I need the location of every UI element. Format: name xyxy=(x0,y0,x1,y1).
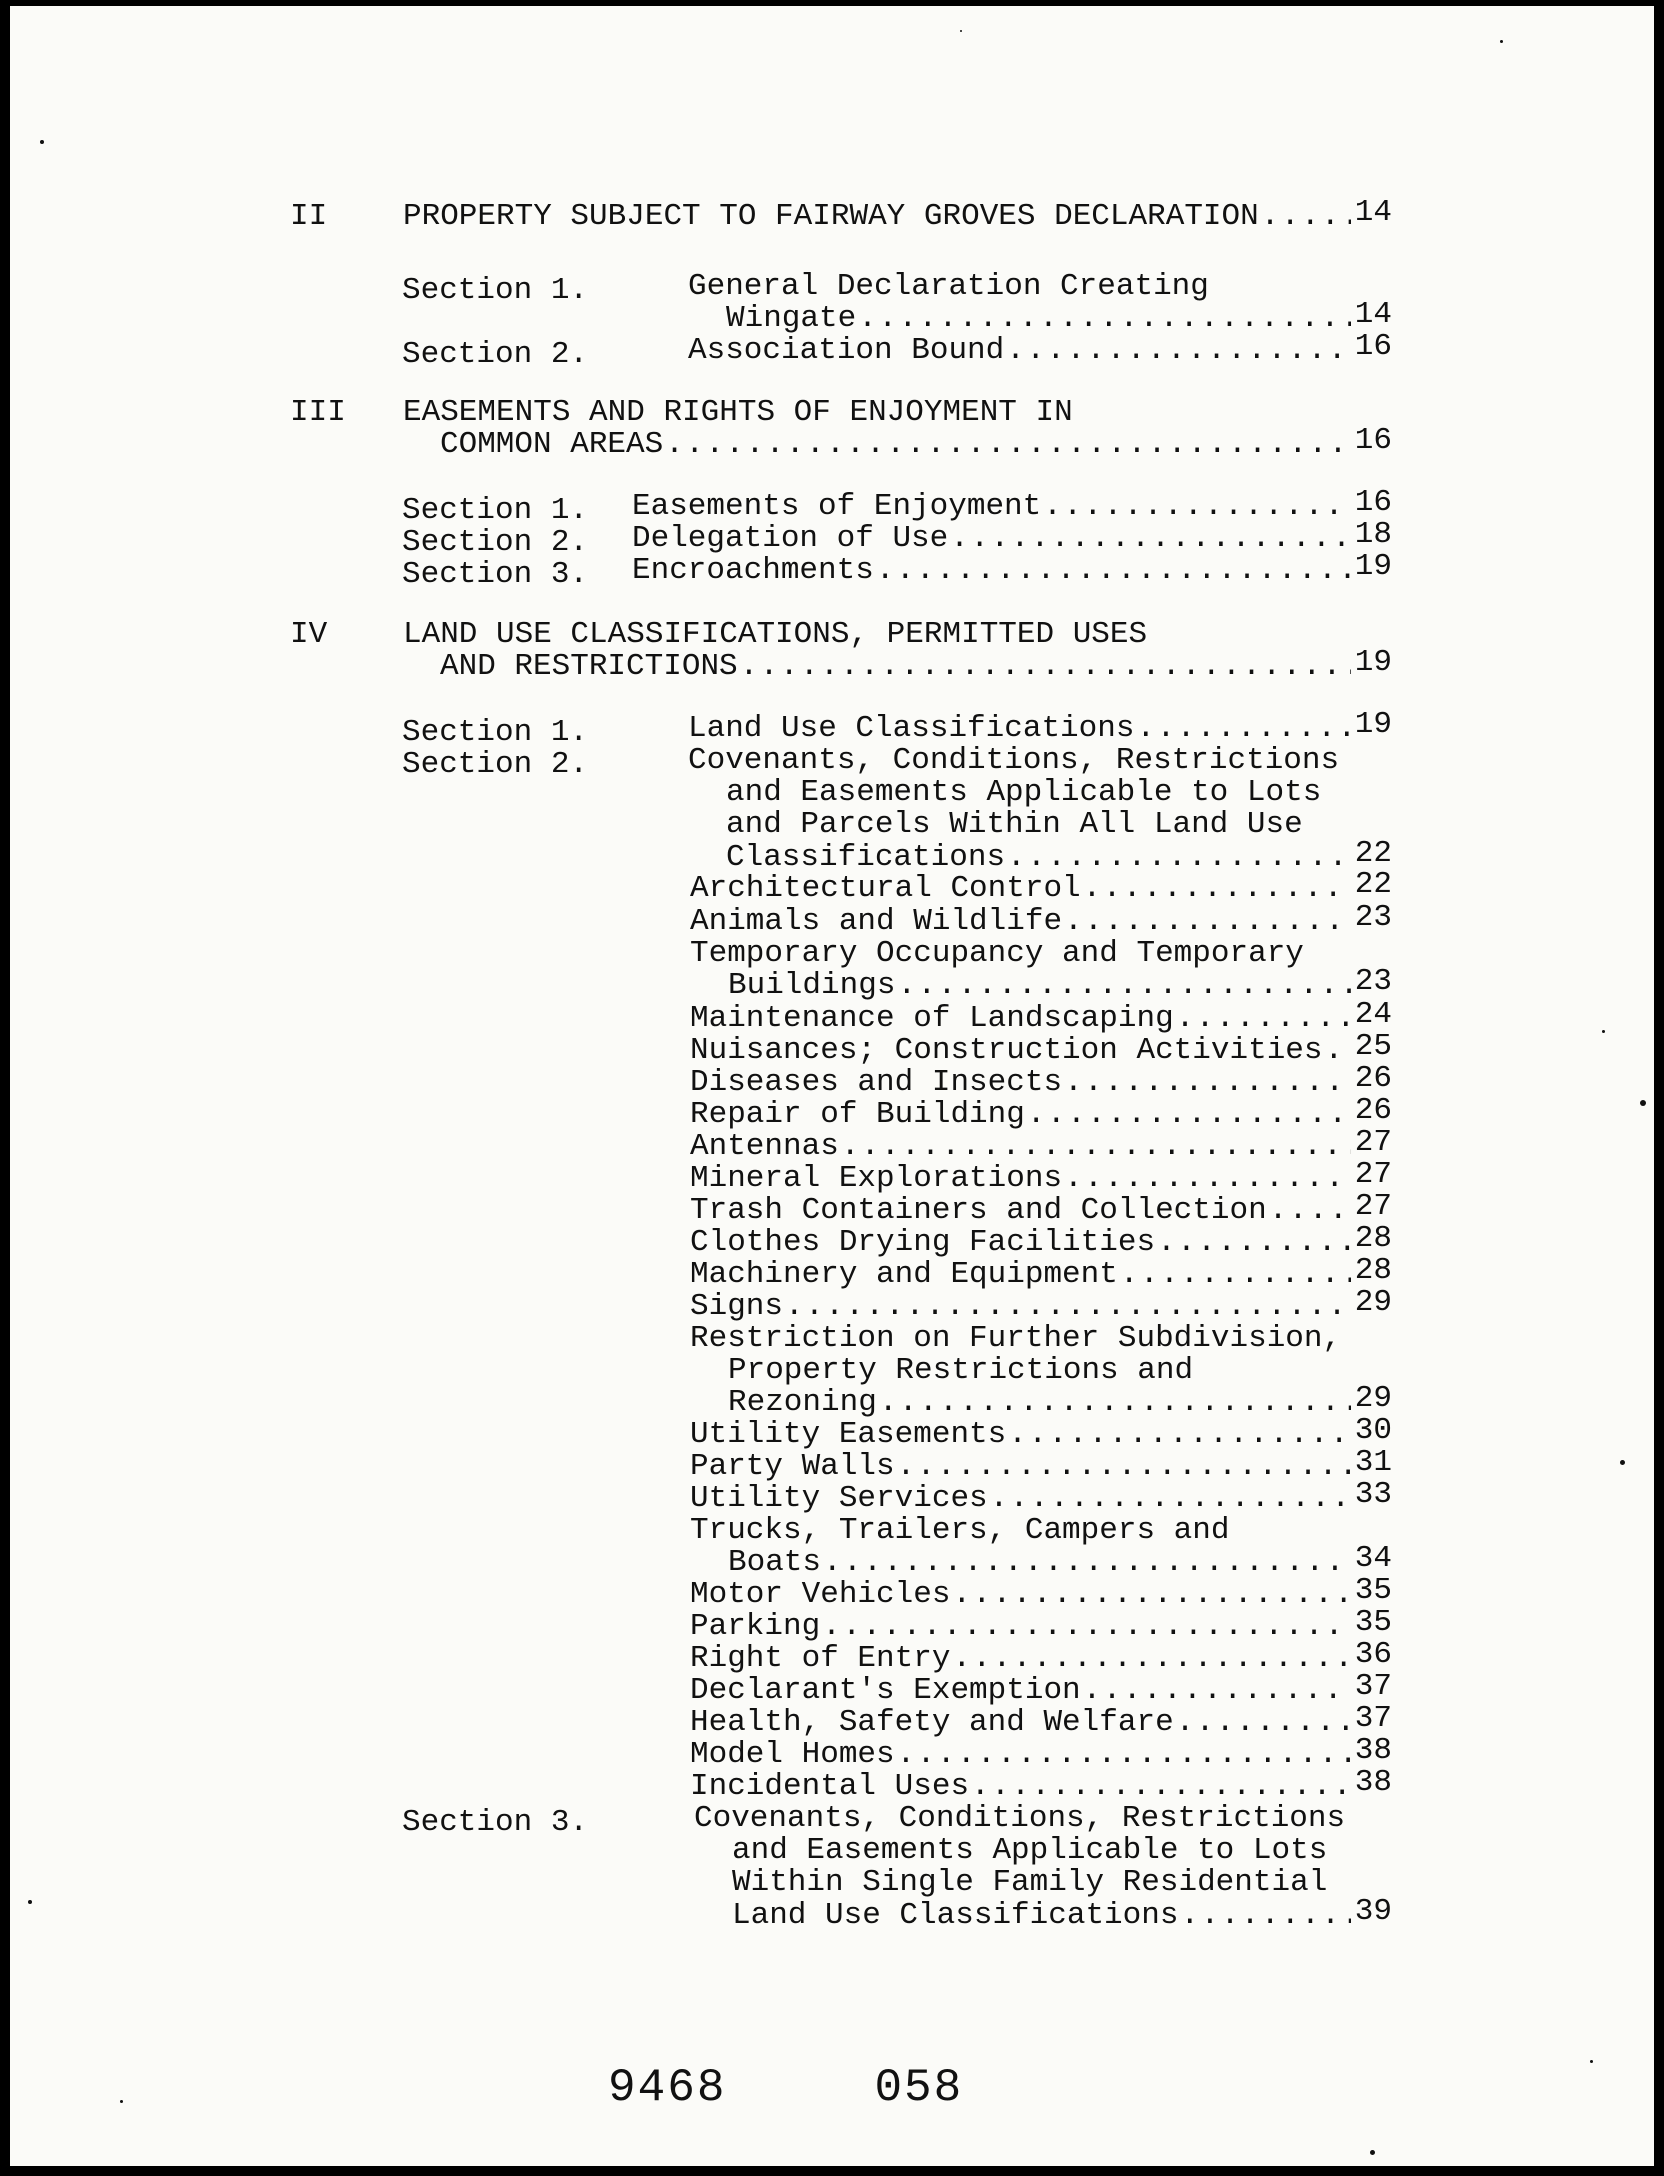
entry-title: Restriction on Further Subdivision, xyxy=(690,1321,1342,1356)
dot-leader xyxy=(971,1770,1351,1804)
page-number: 22 xyxy=(1354,835,1392,871)
page-number: 33 xyxy=(1354,1477,1392,1512)
page-number: 37 xyxy=(1354,1669,1392,1704)
page-number: 25 xyxy=(1354,1029,1392,1064)
article-title: EASEMENTS AND RIGHTS OF ENJOYMENT IN xyxy=(403,395,1073,430)
entry-title: Trash Containers and Collection xyxy=(690,1193,1267,1228)
page-number: 28 xyxy=(1354,1221,1392,1256)
article-title: COMMON AREAS xyxy=(440,427,664,463)
scan-speck xyxy=(40,140,44,144)
entry-title: Land Use Classifications xyxy=(688,711,1135,746)
entry-title: Delegation of Use xyxy=(632,521,949,556)
article-title: LAND USE CLASSIFICATIONS, PERMITTED USES xyxy=(403,617,1148,652)
dot-leader xyxy=(841,1130,1351,1164)
dot-leader xyxy=(1064,1066,1351,1100)
dot-leader xyxy=(1083,1674,1351,1708)
entry-title: Right of Entry xyxy=(690,1641,951,1676)
entry-title: Architectural Control xyxy=(690,871,1081,906)
page-number: 27 xyxy=(1354,1157,1392,1192)
entry-title: and Easements Applicable to Lots xyxy=(726,775,1322,811)
entry-title: Boats xyxy=(728,1545,822,1581)
dot-leader xyxy=(952,1642,1350,1676)
dot-leader xyxy=(1269,1194,1351,1228)
dot-leader xyxy=(1157,1226,1351,1260)
dot-leader xyxy=(1261,200,1351,234)
article-number: II xyxy=(290,199,328,234)
section-label: Section 2. xyxy=(402,337,589,372)
page-number: 26 xyxy=(1354,1061,1392,1096)
entry-title: Clothes Drying Facilities xyxy=(690,1225,1156,1260)
dot-leader xyxy=(1007,841,1351,875)
entry-title: Within Single Family Residential xyxy=(732,1865,1328,1901)
scan-speck xyxy=(1500,40,1503,43)
entry-title: Motor Vehicles xyxy=(690,1577,951,1612)
page-number: 34 xyxy=(1354,1541,1392,1577)
page-footer xyxy=(608,2063,963,2113)
entry-title: Signs xyxy=(690,1289,784,1324)
section-label: Section 1. xyxy=(402,273,589,308)
dot-leader xyxy=(897,1738,1351,1772)
page-number: 22 xyxy=(1354,867,1392,902)
entry-title: Machinery and Equipment xyxy=(690,1257,1118,1292)
entry-title: Animals and Wildlife xyxy=(690,904,1063,939)
dot-leader xyxy=(1176,1002,1351,1036)
scan-speck xyxy=(1602,1030,1605,1033)
dot-leader xyxy=(990,1482,1351,1516)
scan-speck xyxy=(120,2100,123,2103)
page-number: 16 xyxy=(1354,485,1392,520)
dot-leader xyxy=(822,1610,1351,1644)
dot-leader xyxy=(1325,1034,1351,1068)
page-number: 27 xyxy=(1354,1189,1392,1224)
entry-title: Parking xyxy=(690,1609,821,1644)
entry-title: Incidental Uses xyxy=(690,1769,970,1804)
dot-leader xyxy=(1136,712,1350,746)
dot-leader xyxy=(1176,1706,1351,1740)
dot-leader xyxy=(952,1578,1350,1612)
dot-leader xyxy=(876,554,1351,588)
entry-title: Covenants, Conditions, Restrictions xyxy=(688,743,1340,778)
scan-speck xyxy=(1640,1100,1646,1106)
dot-leader xyxy=(1006,334,1351,368)
article-number: III xyxy=(290,395,346,430)
page-number: 36 xyxy=(1354,1637,1392,1672)
page-number: 35 xyxy=(1354,1573,1392,1608)
entry-title: Property Restrictions and xyxy=(728,1353,1194,1389)
page-number: 19 xyxy=(1354,707,1392,742)
page-number: 16 xyxy=(1354,423,1392,459)
entry-title: General Declaration Creating xyxy=(688,269,1209,304)
entry-title: Antennas xyxy=(690,1129,839,1164)
entry-title: Rezoning xyxy=(728,1385,877,1421)
dot-leader xyxy=(1064,1162,1351,1196)
scan-speck xyxy=(1370,2150,1375,2155)
dot-leader xyxy=(1064,905,1351,939)
dot-leader xyxy=(665,428,1351,462)
page-number: 29 xyxy=(1354,1285,1392,1320)
entry-title: and Easements Applicable to Lots xyxy=(732,1833,1328,1869)
entry-title: Wingate xyxy=(726,301,857,337)
dot-leader xyxy=(858,302,1351,336)
article-title: PROPERTY SUBJECT TO FAIRWAY GROVES DECLARATION xyxy=(403,199,1259,234)
scan-speck xyxy=(1620,1460,1625,1465)
page-number: 27 xyxy=(1354,1125,1392,1160)
page-number: 16 xyxy=(1354,329,1392,364)
dot-leader xyxy=(785,1290,1351,1324)
page-number: 23 xyxy=(1354,900,1392,935)
entry-title: Party Walls xyxy=(690,1449,895,1484)
page-number: 26 xyxy=(1354,1093,1392,1128)
entry-title: Buildings xyxy=(728,968,896,1004)
page-number: 29 xyxy=(1354,1381,1392,1417)
entry-title: Utility Services xyxy=(690,1481,988,1516)
entry-title: and Parcels Within All Land Use xyxy=(726,807,1303,843)
page-number: 18 xyxy=(1354,517,1392,552)
entry-title: Easements of Enjoyment xyxy=(632,489,1042,524)
entry-title: Maintenance of Landscaping xyxy=(690,1001,1174,1036)
dot-leader xyxy=(879,1386,1351,1420)
dot-leader xyxy=(897,1450,1351,1484)
dot-leader xyxy=(1120,1258,1351,1292)
page-number: 14 xyxy=(1354,195,1392,230)
page-number: 14 xyxy=(1354,297,1392,333)
article-title: AND RESTRICTIONS xyxy=(440,649,738,685)
page-number: 23 xyxy=(1354,964,1392,1000)
entry-title: Land Use Classifications xyxy=(732,1897,1179,1933)
page-number: 24 xyxy=(1354,997,1392,1032)
section-label: Section 2. xyxy=(402,525,589,560)
document-number: 9468 xyxy=(608,2062,727,2114)
scan-speck xyxy=(960,30,962,32)
page-number: 38 xyxy=(1354,1765,1392,1800)
section-label: Section 3. xyxy=(402,557,589,592)
dot-leader xyxy=(1083,872,1351,906)
dot-leader xyxy=(823,1546,1351,1580)
entry-title: Classifications xyxy=(726,839,1006,875)
section-label: Section 1. xyxy=(402,493,589,528)
entry-title: Model Homes xyxy=(690,1737,895,1772)
section-label: Section 2. xyxy=(402,747,589,782)
entry-title: Temporary Occupancy and Temporary xyxy=(690,936,1304,971)
entry-title: Declarant's Exemption xyxy=(690,1673,1081,1708)
entry-title: Nuisances; Construction Activities xyxy=(690,1033,1323,1068)
page-number: 30 xyxy=(1354,1413,1392,1448)
page-number: 38 xyxy=(1354,1733,1392,1768)
entry-title: Mineral Explorations xyxy=(690,1161,1063,1196)
page-number: 28 xyxy=(1354,1253,1392,1288)
page-number: 31 xyxy=(1354,1445,1392,1480)
dot-leader xyxy=(950,522,1351,556)
entry-title: Association Bound xyxy=(688,333,1005,368)
section-label: Section 1. xyxy=(402,715,589,750)
entry-title: Health, Safety and Welfare xyxy=(690,1705,1174,1740)
entry-title: Diseases and Insects xyxy=(690,1065,1063,1100)
scan-speck xyxy=(28,1900,32,1904)
dot-leader xyxy=(1008,1418,1351,1452)
entry-title: Utility Easements xyxy=(690,1417,1007,1452)
dot-leader xyxy=(1043,490,1351,524)
entry-title: Trucks, Trailers, Campers and xyxy=(690,1513,1230,1548)
page-number: 19 xyxy=(1354,645,1392,681)
section-label: Section 3. xyxy=(402,1805,589,1840)
page-number: 39 xyxy=(1354,1893,1392,1929)
dot-leader xyxy=(740,650,1351,684)
entry-title: Repair of Building xyxy=(690,1097,1025,1132)
article-number: IV xyxy=(290,617,328,652)
dot-leader xyxy=(1027,1098,1351,1132)
entry-title: Covenants, Conditions, Restrictions xyxy=(694,1801,1346,1836)
page-number: 19 xyxy=(1354,549,1392,584)
page-number: 37 xyxy=(1354,1701,1392,1736)
scan-speck xyxy=(1590,2060,1593,2063)
dot-leader xyxy=(897,969,1350,1003)
page-number: 35 xyxy=(1354,1605,1392,1640)
entry-title: Encroachments xyxy=(632,553,874,588)
dot-leader xyxy=(1180,1899,1350,1933)
page-code: 058 xyxy=(874,2062,964,2114)
